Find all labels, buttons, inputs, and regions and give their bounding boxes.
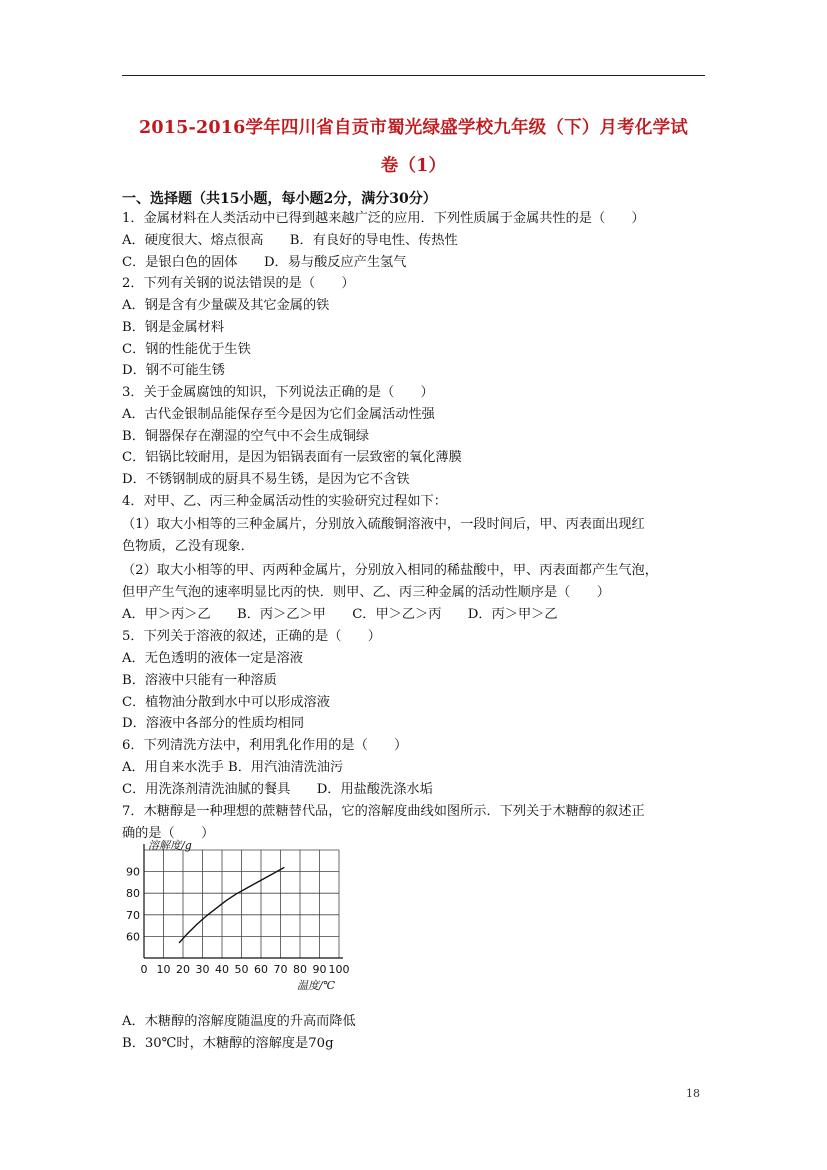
- exam-title-line-1: 2015-2016学年四川省自贡市蜀光绿盛学校九年级（下）月考化学试: [139, 118, 688, 138]
- x-tick-label: 90: [312, 963, 327, 976]
- option-line: A．木糖醇的溶解度随温度的升高而降低: [122, 1014, 356, 1029]
- question-line: B．钢是金属材料: [122, 320, 225, 335]
- x-tick-label: 30: [195, 963, 210, 976]
- question-line: C．是银白色的固体 D．易与酸反应产生氢气: [122, 255, 407, 270]
- x-tick-label: 60: [254, 963, 268, 976]
- solubility-chart: [122, 838, 354, 993]
- question-line: B．溶液中只能有一种溶质: [122, 673, 277, 688]
- question-line: B．铜器保存在潮湿的空气中不会生成铜绿: [122, 429, 370, 444]
- question-line: （1）取大小相等的三种金属片，分别放入硫酸铜溶液中，一段时间后，甲、丙表面出现红: [122, 517, 645, 532]
- x-tick-label: 70: [273, 963, 288, 976]
- y-axis-label: 溶解度/g: [148, 839, 192, 852]
- x-tick-label: 50: [234, 963, 249, 976]
- page-number: 18: [686, 1087, 700, 1100]
- question-line: 4．对甲、乙、丙三种金属活动性的实验研究过程如下：: [122, 494, 447, 509]
- section-heading: 一、选择题（共15小题，每小题2分，满分30分）: [122, 191, 437, 207]
- question-line: 5．下列关于溶液的叙述，正确的是（ ）: [122, 629, 381, 644]
- question-line: D．溶液中各部分的性质均相同: [122, 716, 305, 731]
- y-tick-label: 70: [126, 908, 140, 922]
- question-line: C．钢的性能优于生铁: [122, 342, 251, 357]
- option-line: B．30℃时，木糖醇的溶解度是70g: [122, 1036, 334, 1051]
- solubility-curve: [179, 867, 284, 943]
- y-tick-label: 80: [126, 887, 140, 901]
- question-line: 但甲产生气泡的速率明显比丙的快．则甲、乙、丙三种金属的活动性顺序是（ ）: [122, 585, 610, 600]
- question-line: C．植物油分散到水中可以形成溶液: [122, 695, 330, 710]
- x-tick-label: 20: [176, 963, 190, 976]
- question-line: （2）取大小相等的甲、丙两种金属片，分别放入相同的稀盐酸中，甲、丙表面都产生气泡，: [122, 563, 658, 578]
- question-line: A．钢是含有少量碳及其它金属的铁: [122, 298, 330, 313]
- x-tick-label: 40: [215, 963, 229, 976]
- question-line: C．铝锅比较耐用，是因为铝锅表面有一层致密的氧化薄膜: [122, 450, 462, 465]
- x-tick-label: 0: [140, 963, 148, 976]
- header-rule: [122, 75, 705, 76]
- question-line: A．甲＞丙＞乙 B．丙＞乙＞甲 C．甲＞乙＞丙 D．丙＞甲＞乙: [122, 607, 558, 622]
- question-line: C．用洗涤剂清洗油腻的餐具 D．用盐酸洗涤水垢: [122, 782, 433, 797]
- exam-title-line-2: 卷（1）: [380, 156, 447, 176]
- question-line: 色物质，乙没有现象．: [122, 539, 254, 554]
- question-line: D．不锈钢制成的厨具不易生锈，是因为它不含铁: [122, 472, 410, 487]
- x-tick-label: 10: [156, 963, 171, 976]
- question-line: 3．关于金属腐蚀的知识，下列说法正确的是（ ）: [122, 385, 434, 400]
- question-line: A．硬度很大、熔点很高 B．有良好的导电性、传热性: [122, 233, 458, 248]
- question-line: 7．木糖醇是一种理想的蔗糖替代品，它的溶解度曲线如图所示．下列关于木糖醇的叙述正: [122, 804, 645, 819]
- y-tick-label: 90: [126, 865, 140, 879]
- question-line: A．无色透明的液体一定是溶液: [122, 651, 303, 666]
- question-line: A．用自来水洗手 B．用汽油清洗油污: [122, 760, 344, 775]
- question-line: 确的是（ ）: [122, 826, 215, 841]
- x-tick-label: 100: [328, 963, 350, 976]
- question-line: 2．下列有关钢的说法错误的是（ ）: [122, 276, 355, 291]
- question-line: D．钢不可能生锈: [122, 363, 225, 378]
- question-line: A．古代金银制品能保存至今是因为它们金属活动性强: [122, 407, 435, 422]
- question-line: 6．下列清洗方法中，利用乳化作用的是（ ）: [122, 738, 408, 753]
- question-line: 1．金属材料在人类活动中已得到越来越广泛的应用．下列性质属于金属共性的是（ ）: [122, 211, 645, 226]
- y-tick-label: 60: [126, 930, 140, 944]
- x-axis-label: 温度/℃: [296, 979, 335, 992]
- x-tick-label: 80: [293, 963, 307, 976]
